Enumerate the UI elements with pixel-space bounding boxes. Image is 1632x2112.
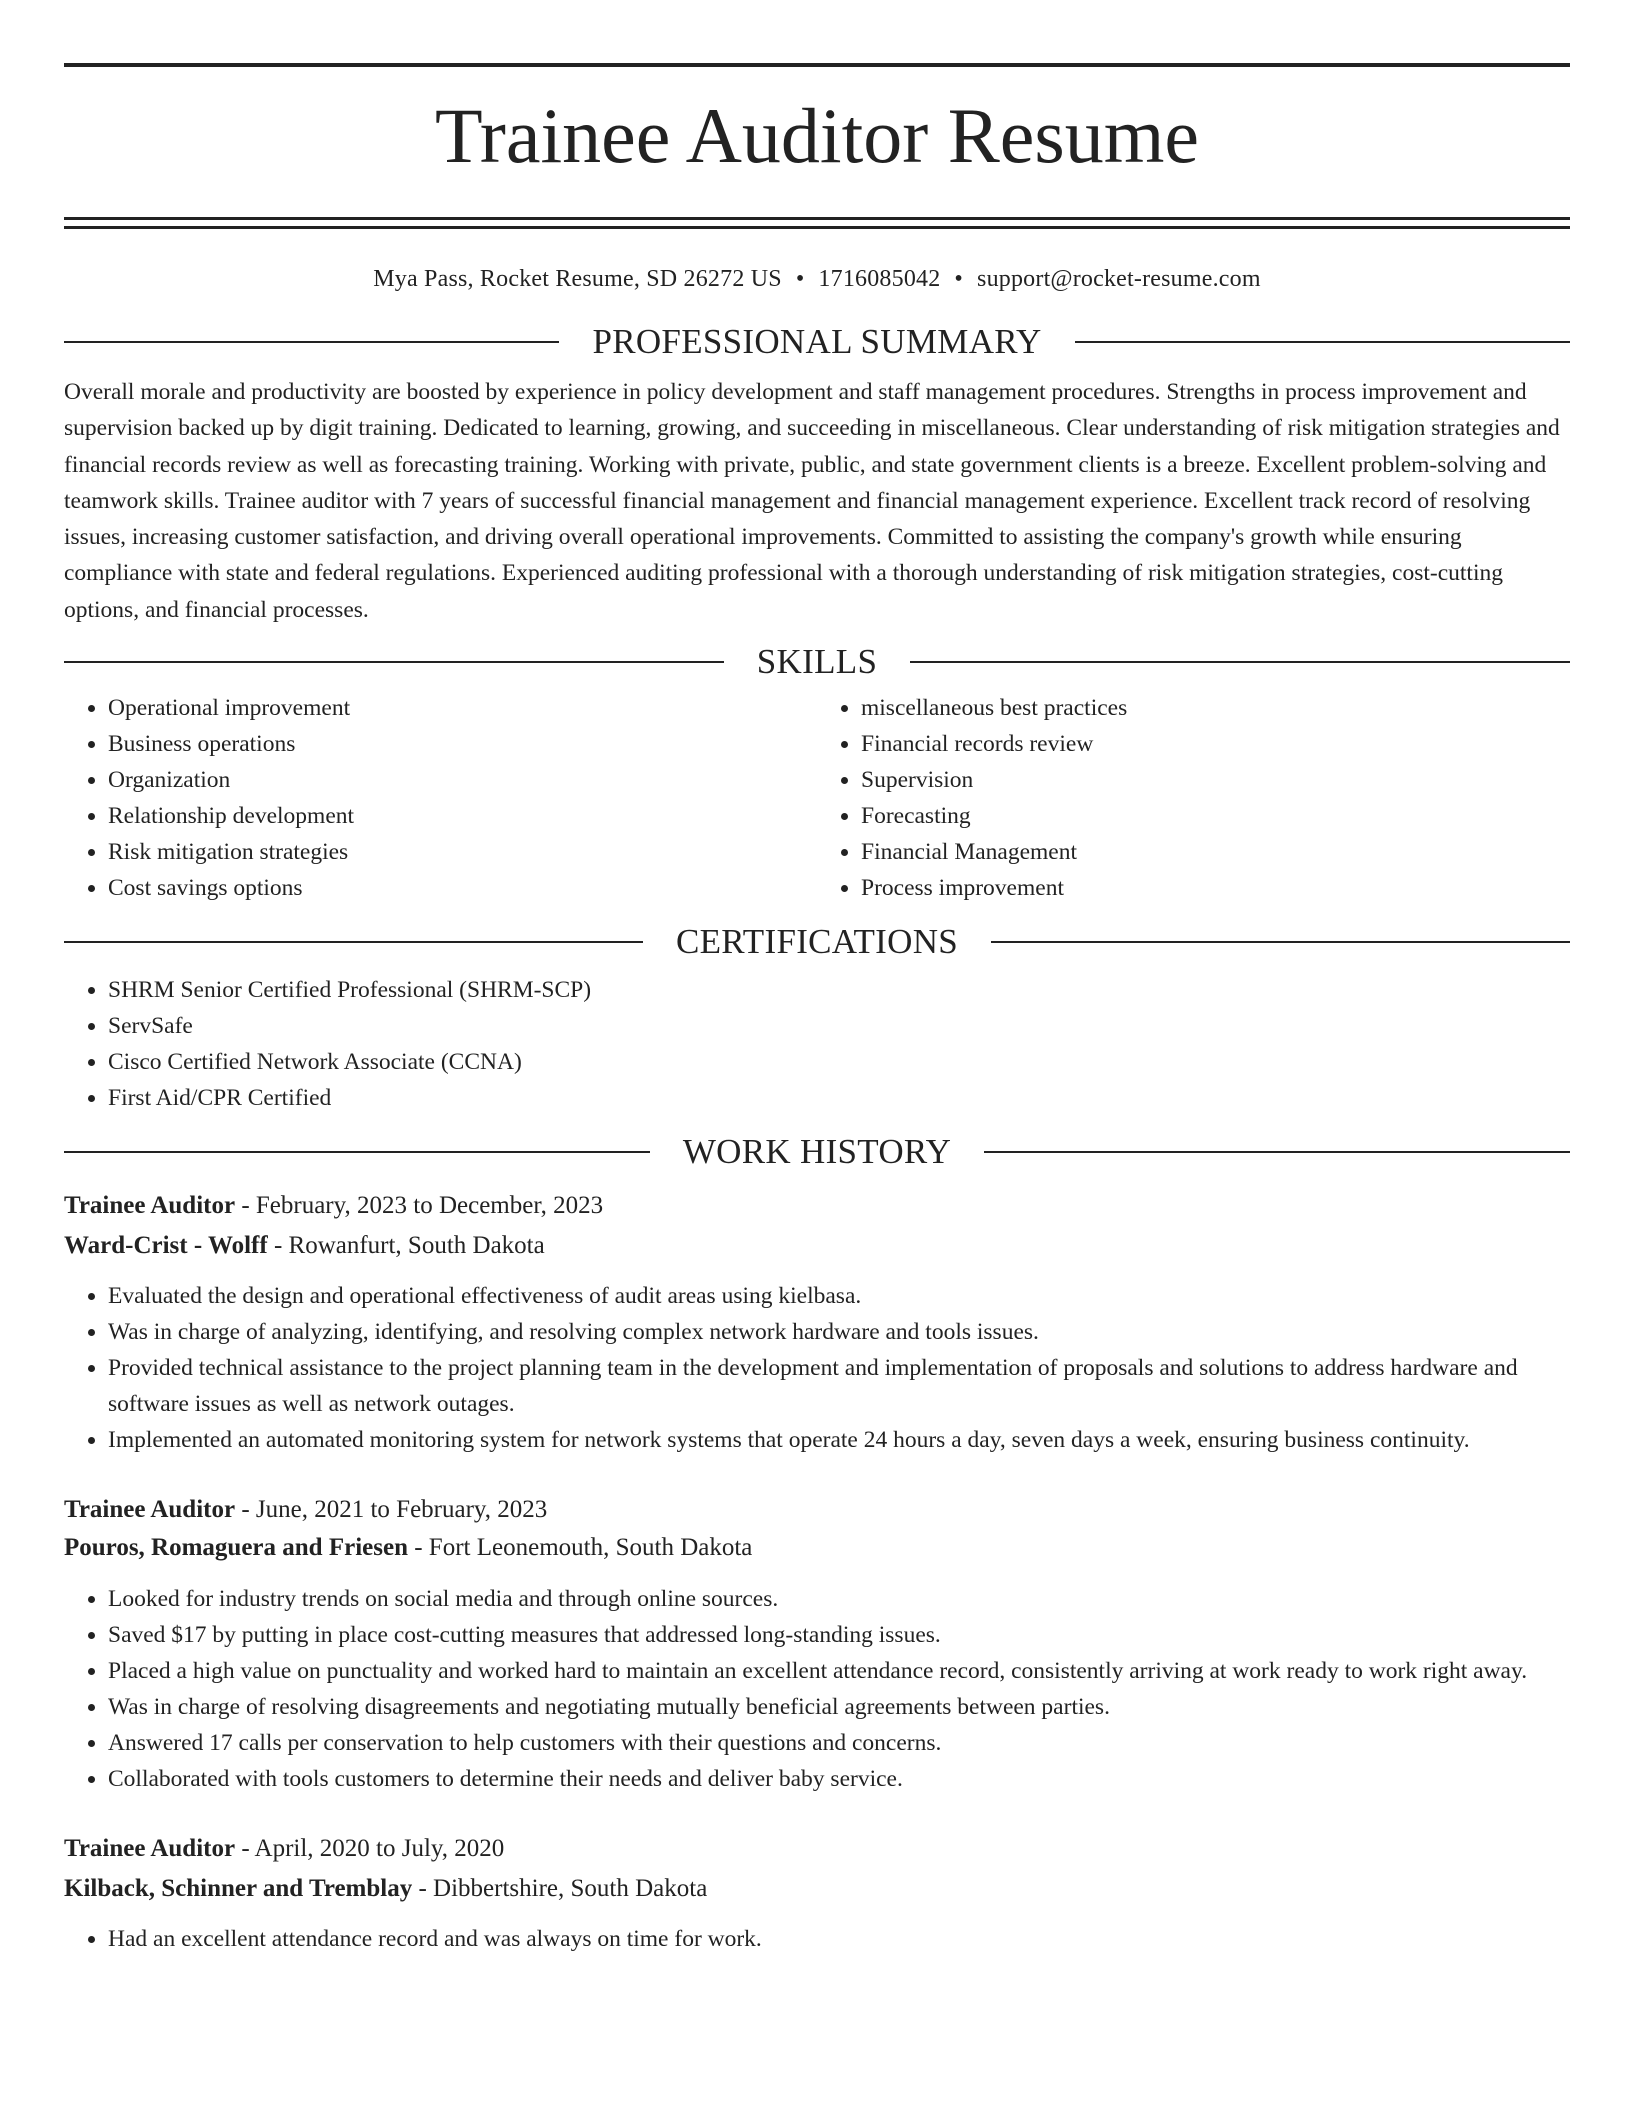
skill-item: • Business operations bbox=[108, 726, 817, 762]
job-bullet: • Implemented an automated monitoring system for network systems that operate 24 hours a day, seven days a week, ensuring business continuity. bbox=[108, 1422, 1570, 1458]
certification-item: • First Aid/CPR Certified bbox=[108, 1080, 1570, 1116]
resume-page bbox=[64, 0, 1570, 1957]
heading-rule bbox=[1075, 341, 1570, 343]
certifications-list bbox=[64, 972, 1570, 1116]
job-company: Kilback, Schinner and Tremblay bbox=[64, 1875, 413, 1903]
skill-item: • Supervision bbox=[861, 762, 1570, 798]
summary-heading-label: PROFESSIONAL SUMMARY bbox=[592, 322, 1042, 361]
skills-column-right bbox=[817, 690, 1570, 906]
certifications-heading bbox=[64, 922, 1570, 962]
job-entry bbox=[64, 1492, 1570, 1797]
certification-item: • Cisco Certified Network Associate (CCNA) bbox=[108, 1044, 1570, 1080]
job-location: - Fort Leonemouth, South Dakota bbox=[407, 1534, 753, 1562]
job-location: - Dibbertshire, South Dakota bbox=[412, 1875, 708, 1903]
contact-separator: • bbox=[954, 266, 964, 292]
job-bullet: • Had an excellent attendance record and was always on time for work. bbox=[108, 1921, 1570, 1957]
certification-item: • ServSafe bbox=[108, 1008, 1570, 1044]
job-dates: - February, 2023 to December, 2023 bbox=[235, 1192, 604, 1220]
job-bullets bbox=[64, 1921, 1570, 1957]
job-title-line bbox=[64, 1188, 1570, 1224]
job-bullet: • Was in charge of analyzing, identifying, and resolving complex network hardware and tools issues. bbox=[108, 1314, 1570, 1350]
top-rule bbox=[64, 63, 1570, 67]
job-title: Trainee Auditor bbox=[64, 1192, 236, 1220]
job-title-line bbox=[64, 1831, 1570, 1867]
job-dates: - June, 2021 to February, 2023 bbox=[235, 1496, 548, 1524]
job-bullet: • Saved $17 by putting in place cost-cutting measures that addressed long-standing issues. bbox=[108, 1617, 1570, 1653]
skill-item: • Risk mitigation strategies bbox=[108, 834, 817, 870]
job-bullet: • Evaluated the design and operational effectiveness of audit areas using kielbasa. bbox=[108, 1278, 1570, 1314]
skill-item: • Financial Management bbox=[861, 834, 1570, 870]
certifications-heading-label: CERTIFICATIONS bbox=[675, 922, 959, 962]
summary-heading bbox=[64, 322, 1570, 362]
contact-phone: 1716085042 bbox=[818, 266, 941, 292]
skills-heading bbox=[64, 642, 1570, 682]
resume-title: Trainee Auditor Resume bbox=[434, 92, 1200, 179]
contact-email: support@rocket-resume.com bbox=[977, 266, 1261, 292]
skills-heading-label: SKILLS bbox=[756, 642, 878, 682]
contact-address: Mya Pass, Rocket Resume, SD 26272 US bbox=[373, 266, 782, 292]
title-double-rule bbox=[64, 217, 1570, 229]
heading-rule bbox=[64, 341, 559, 343]
job-bullets bbox=[64, 1581, 1570, 1797]
job-bullet: • Answered 17 calls per conservation to help customers with their questions and concerns. bbox=[108, 1725, 1570, 1761]
heading-rule bbox=[64, 1151, 650, 1153]
skill-item: • Process improvement bbox=[861, 870, 1570, 906]
work-history-heading bbox=[64, 1132, 1570, 1172]
job-bullets bbox=[64, 1278, 1570, 1458]
skill-item: • Cost savings options bbox=[108, 870, 817, 906]
job-entry bbox=[64, 1188, 1570, 1458]
skill-item: • Organization bbox=[108, 762, 817, 798]
heading-rule bbox=[64, 941, 643, 943]
job-bullet: • Placed a high value on punctuality and worked hard to maintain an excellent attendance record, consistently arriving at work ready to work right away. bbox=[108, 1653, 1570, 1689]
skill-item: • Operational improvement bbox=[108, 690, 817, 726]
heading-rule bbox=[910, 661, 1570, 663]
job-bullet: • Looked for industry trends on social media and through online sources. bbox=[108, 1581, 1570, 1617]
skills-list bbox=[64, 690, 1570, 906]
contact-separator: • bbox=[795, 266, 805, 292]
job-dates: - April, 2020 to July, 2020 bbox=[235, 1835, 505, 1863]
skill-item: • Forecasting bbox=[861, 798, 1570, 834]
certification-item: • SHRM Senior Certified Professional (SHRM-SCP) bbox=[108, 972, 1570, 1008]
job-title: Trainee Auditor bbox=[64, 1835, 236, 1863]
work-history-heading-label: WORK HISTORY bbox=[682, 1132, 952, 1172]
contact-line bbox=[64, 264, 1570, 294]
summary-text: Overall morale and productivity are boosted by experience in policy development and staff management procedures. Strengths in process improvement and supervision backed up by digit training. Dedicated to learning, growing, and succeeding in miscellaneous. Clear understanding of risk mitigation strategies and financial records review as well as forecasting training. Working with private, public, and state government clients is a breeze. Excellent problem-solving and teamwork skills. Trainee auditor with 7 years of successful financial management and financial management experience. Excellent track record of resolving issues, increasing customer satisfaction, and driving overall operational improvements. Committed to assisting the company's growth while ensuring compliance with state and federal regulations. Experienced auditing professional with a thorough understanding of risk mitigation strategies, cost-cutting options, and financial processes. bbox=[64, 379, 1560, 623]
job-company: Ward-Crist - Wolff bbox=[64, 1232, 268, 1260]
job-company: Pouros, Romaguera and Friesen bbox=[64, 1534, 408, 1562]
job-company-line bbox=[64, 1228, 1570, 1264]
job-location: - Rowanfurt, South Dakota bbox=[267, 1232, 545, 1260]
skills-column-left bbox=[64, 690, 817, 906]
job-bullet: • Provided technical assistance to the project planning team in the development and implementation of proposals and solutions to address hardware and software issues as well as network outages. bbox=[108, 1350, 1570, 1422]
job-title-line bbox=[64, 1492, 1570, 1528]
skill-item: • miscellaneous best practices bbox=[861, 690, 1570, 726]
heading-rule bbox=[991, 941, 1570, 943]
skill-item: • Relationship development bbox=[108, 798, 817, 834]
job-entry bbox=[64, 1831, 1570, 1957]
job-bullet: • Was in charge of resolving disagreements and negotiating mutually beneficial agreements between parties. bbox=[108, 1689, 1570, 1725]
heading-rule bbox=[64, 661, 724, 663]
heading-rule bbox=[984, 1151, 1570, 1153]
job-bullet: • Collaborated with tools customers to determine their needs and deliver baby service. bbox=[108, 1761, 1570, 1797]
job-company-line bbox=[64, 1530, 1570, 1566]
job-company-line bbox=[64, 1871, 1570, 1907]
job-title: Trainee Auditor bbox=[64, 1496, 236, 1524]
skill-item: • Financial records review bbox=[861, 726, 1570, 762]
